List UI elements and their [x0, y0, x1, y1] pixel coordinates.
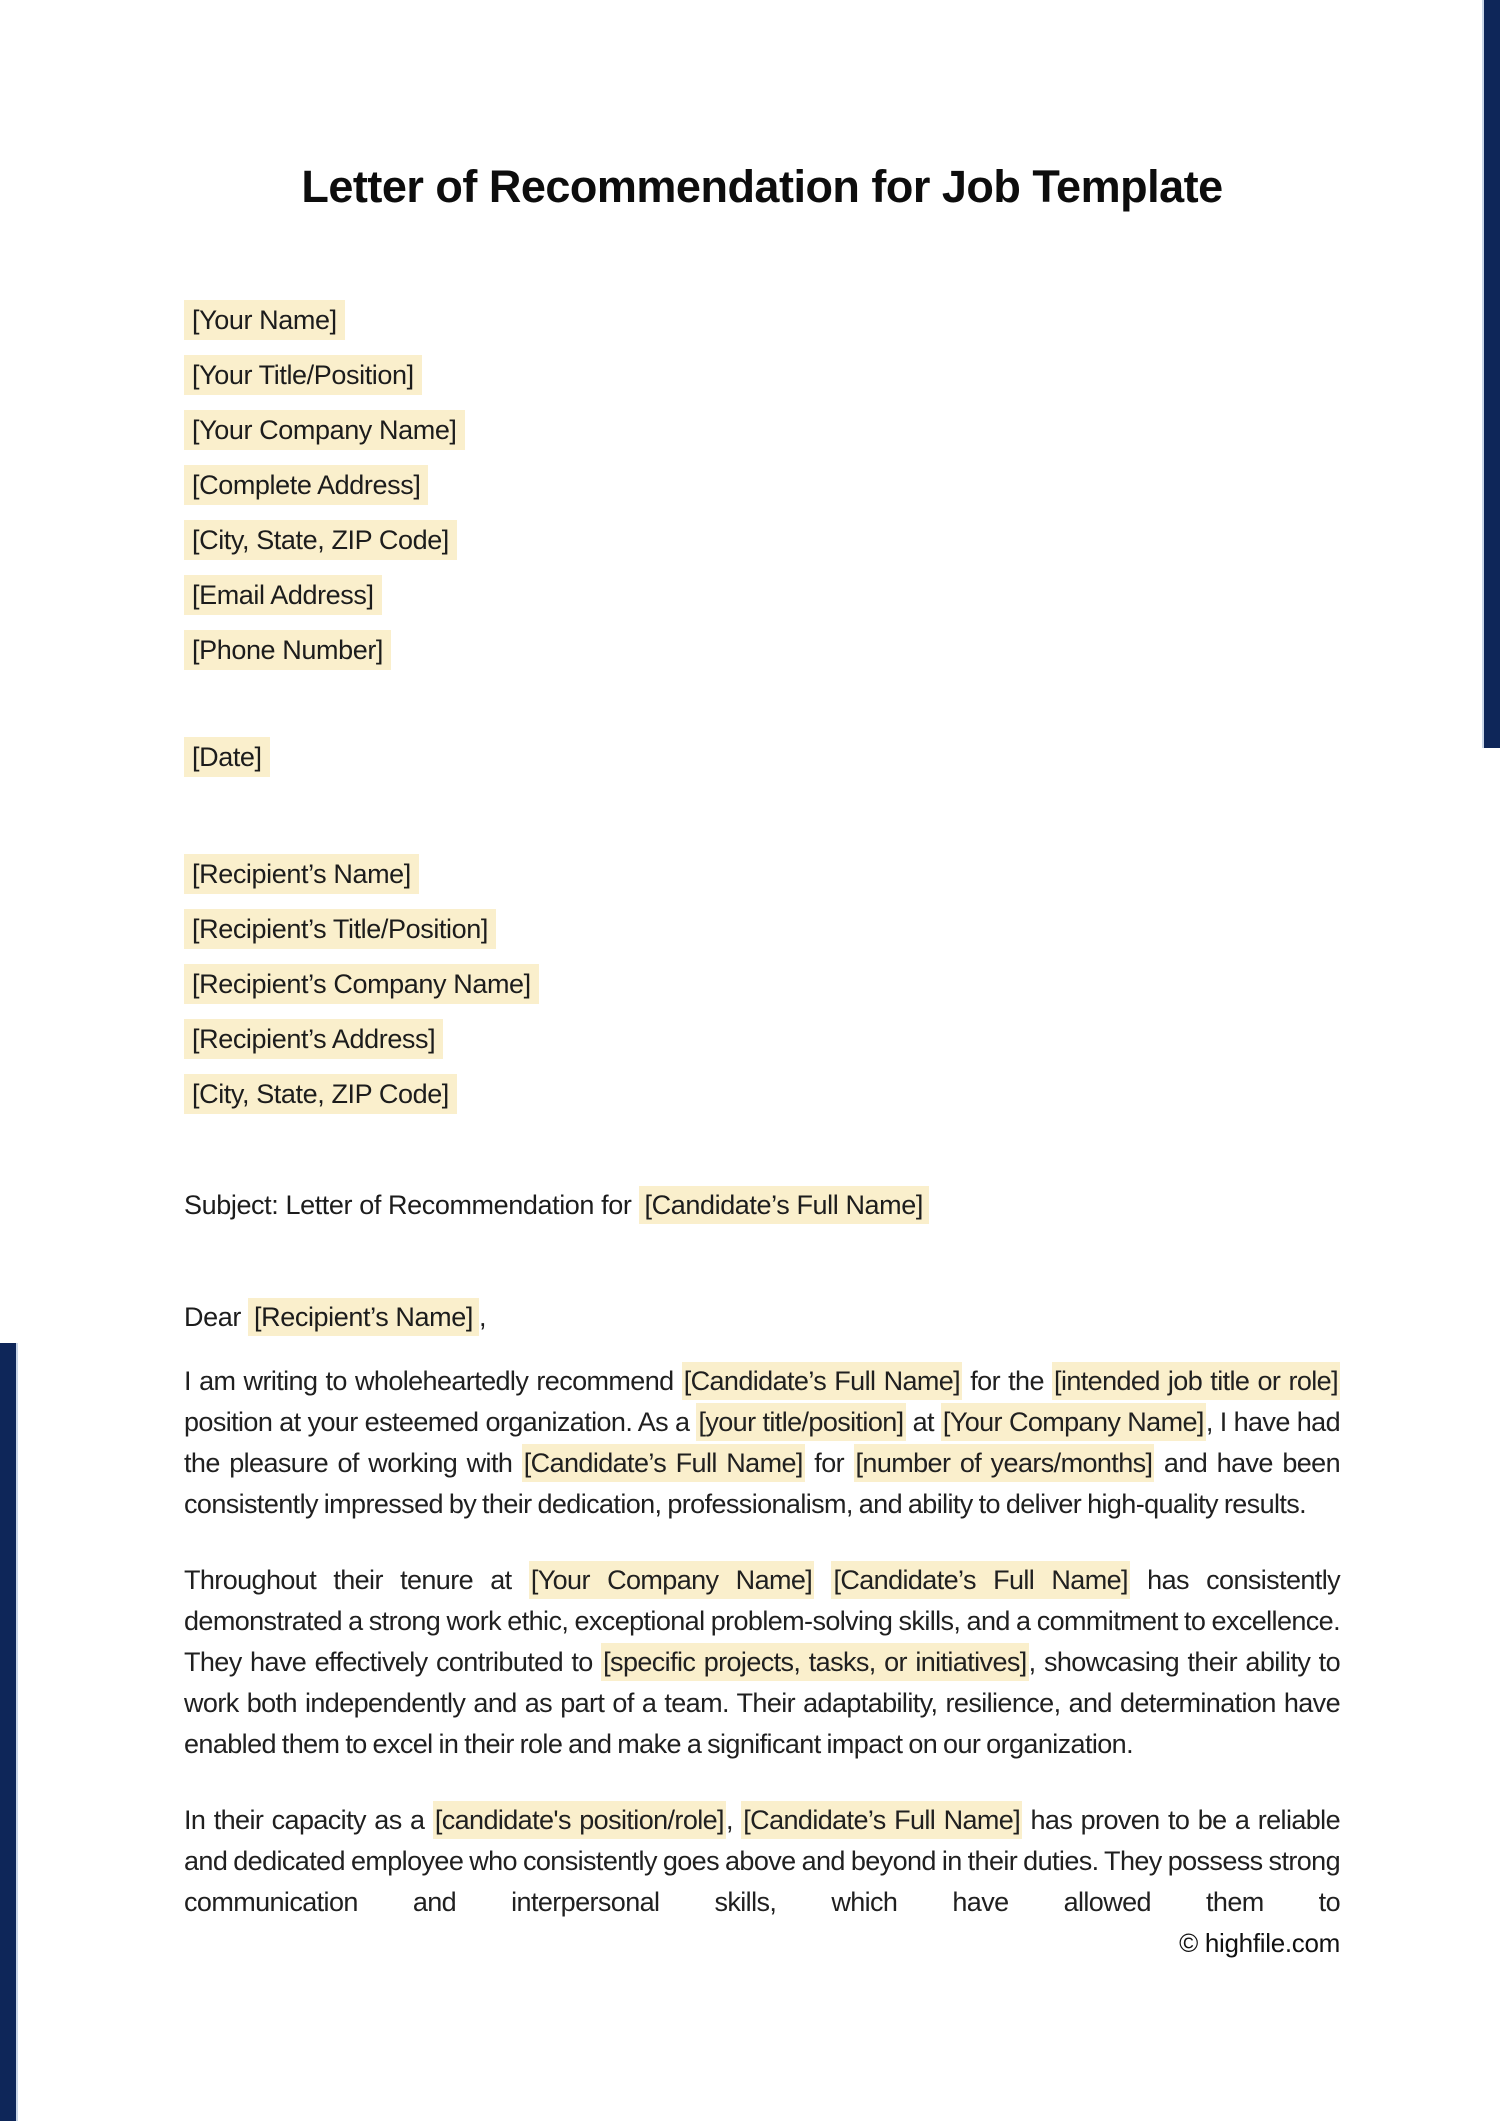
placeholder-highlight: [Your Company Name] — [184, 410, 465, 450]
placeholder-highlight: [Complete Address] — [184, 465, 428, 505]
text-run: Dear — [184, 1302, 249, 1332]
document-title: Letter of Recommendation for Job Template — [301, 161, 1223, 212]
sender-line — [184, 630, 1340, 670]
placeholder-highlight: [Recipient’s Name] — [248, 1298, 479, 1336]
text-run: , I have had the pleasure of working with — [184, 1407, 1340, 1478]
salutation — [184, 1297, 1340, 1337]
placeholder-highlight: [Recipient’s Address] — [184, 1019, 443, 1059]
placeholder-highlight: [Your Company Name] — [529, 1561, 814, 1599]
recipient-address-block — [184, 854, 1340, 1129]
placeholder-highlight: [candidate's position/role] — [433, 1801, 726, 1839]
placeholder-highlight: [Candidate’s Full Name] — [522, 1444, 805, 1482]
placeholder-highlight: [specific projects, tasks, or initiatives] — [601, 1643, 1029, 1681]
text-run: Throughout their tenure at — [184, 1565, 529, 1595]
text-run: has consistently demonstrated a strong work ethic, exceptional problem-solving skills, and a commitment to excellence. They have effectively contributed to — [184, 1565, 1340, 1677]
placeholder-highlight: [number of years/months] — [854, 1444, 1155, 1482]
text-run: Subject: Letter of Recommendation for — [184, 1190, 639, 1220]
placeholder-highlight: [Candidate’s Full Name] — [639, 1186, 929, 1224]
text-run: , showcasing their ability to work both independently and as part of a team. Their adaptability, resilience, and determination have enabled them to excel in their role and make a significant impact on our organization. — [184, 1647, 1340, 1759]
sender-line — [184, 300, 1340, 340]
sender-address-block — [184, 300, 1340, 685]
sender-line — [184, 410, 1340, 450]
text-run — [814, 1565, 831, 1595]
sender-line — [184, 465, 1340, 505]
sender-line — [184, 520, 1340, 560]
text-run: , — [478, 1302, 487, 1332]
text-run: In their capacity as a — [184, 1805, 433, 1835]
placeholder-highlight: [Phone Number] — [184, 630, 391, 670]
text-run: at — [905, 1407, 941, 1437]
recipient-line — [184, 1074, 1340, 1114]
date-block — [184, 737, 1340, 792]
placeholder-highlight: [Your Title/Position] — [184, 355, 422, 395]
body-paragraph — [184, 1361, 1340, 1525]
sender-line — [184, 355, 1340, 395]
placeholder-highlight: [Your Name] — [184, 300, 345, 340]
placeholder-highlight: [Recipient’s Title/Position] — [184, 909, 496, 949]
placeholder-highlight: [Candidate’s Full Name] — [831, 1561, 1130, 1599]
placeholder-highlight: [Date] — [184, 737, 270, 777]
placeholder-highlight: [Recipient’s Name] — [184, 854, 419, 894]
recipient-line — [184, 964, 1340, 1004]
placeholder-highlight: [intended job title or role] — [1052, 1362, 1340, 1400]
placeholder-highlight: [Email Address] — [184, 575, 382, 615]
placeholder-highlight: [Candidate’s Full Name] — [741, 1801, 1022, 1839]
placeholder-highlight: [Recipient’s Company Name] — [184, 964, 539, 1004]
text-run: , — [725, 1805, 742, 1835]
placeholder-highlight: [City, State, ZIP Code] — [184, 520, 457, 560]
placeholder-highlight: [Candidate’s Full Name] — [682, 1362, 962, 1400]
recipient-line — [184, 1019, 1340, 1059]
text-run: for the — [962, 1366, 1053, 1396]
text-run: has proven to be a reliable and dedicated employee who consistently goes above and beyond in their duties. They possess strong communication and interpersonal skills, which have allowed them to — [184, 1805, 1340, 1917]
text-run: I am writing to wholeheartedly recommend — [184, 1366, 682, 1396]
date-line — [184, 737, 1340, 777]
text-run: and have been consistently impressed by their dedication, professionalism, and ability to deliver high-quality results. — [184, 1448, 1340, 1519]
subject-line — [184, 1185, 1340, 1225]
text-run: position at your esteemed organization. As a — [184, 1407, 697, 1437]
placeholder-highlight: [your title/position] — [696, 1403, 905, 1441]
copyright-text: © highfile.com — [1179, 1928, 1340, 1958]
body-paragraph — [184, 1560, 1340, 1765]
placeholder-highlight: [Your Company Name] — [941, 1403, 1206, 1441]
recipient-line — [184, 909, 1340, 949]
letter-body — [184, 1361, 1340, 1923]
text-run: for — [804, 1448, 854, 1478]
sender-line — [184, 575, 1340, 615]
footer — [184, 1927, 1340, 1990]
placeholder-highlight: [City, State, ZIP Code] — [184, 1074, 457, 1114]
body-paragraph — [184, 1800, 1340, 1923]
recipient-line — [184, 854, 1340, 894]
